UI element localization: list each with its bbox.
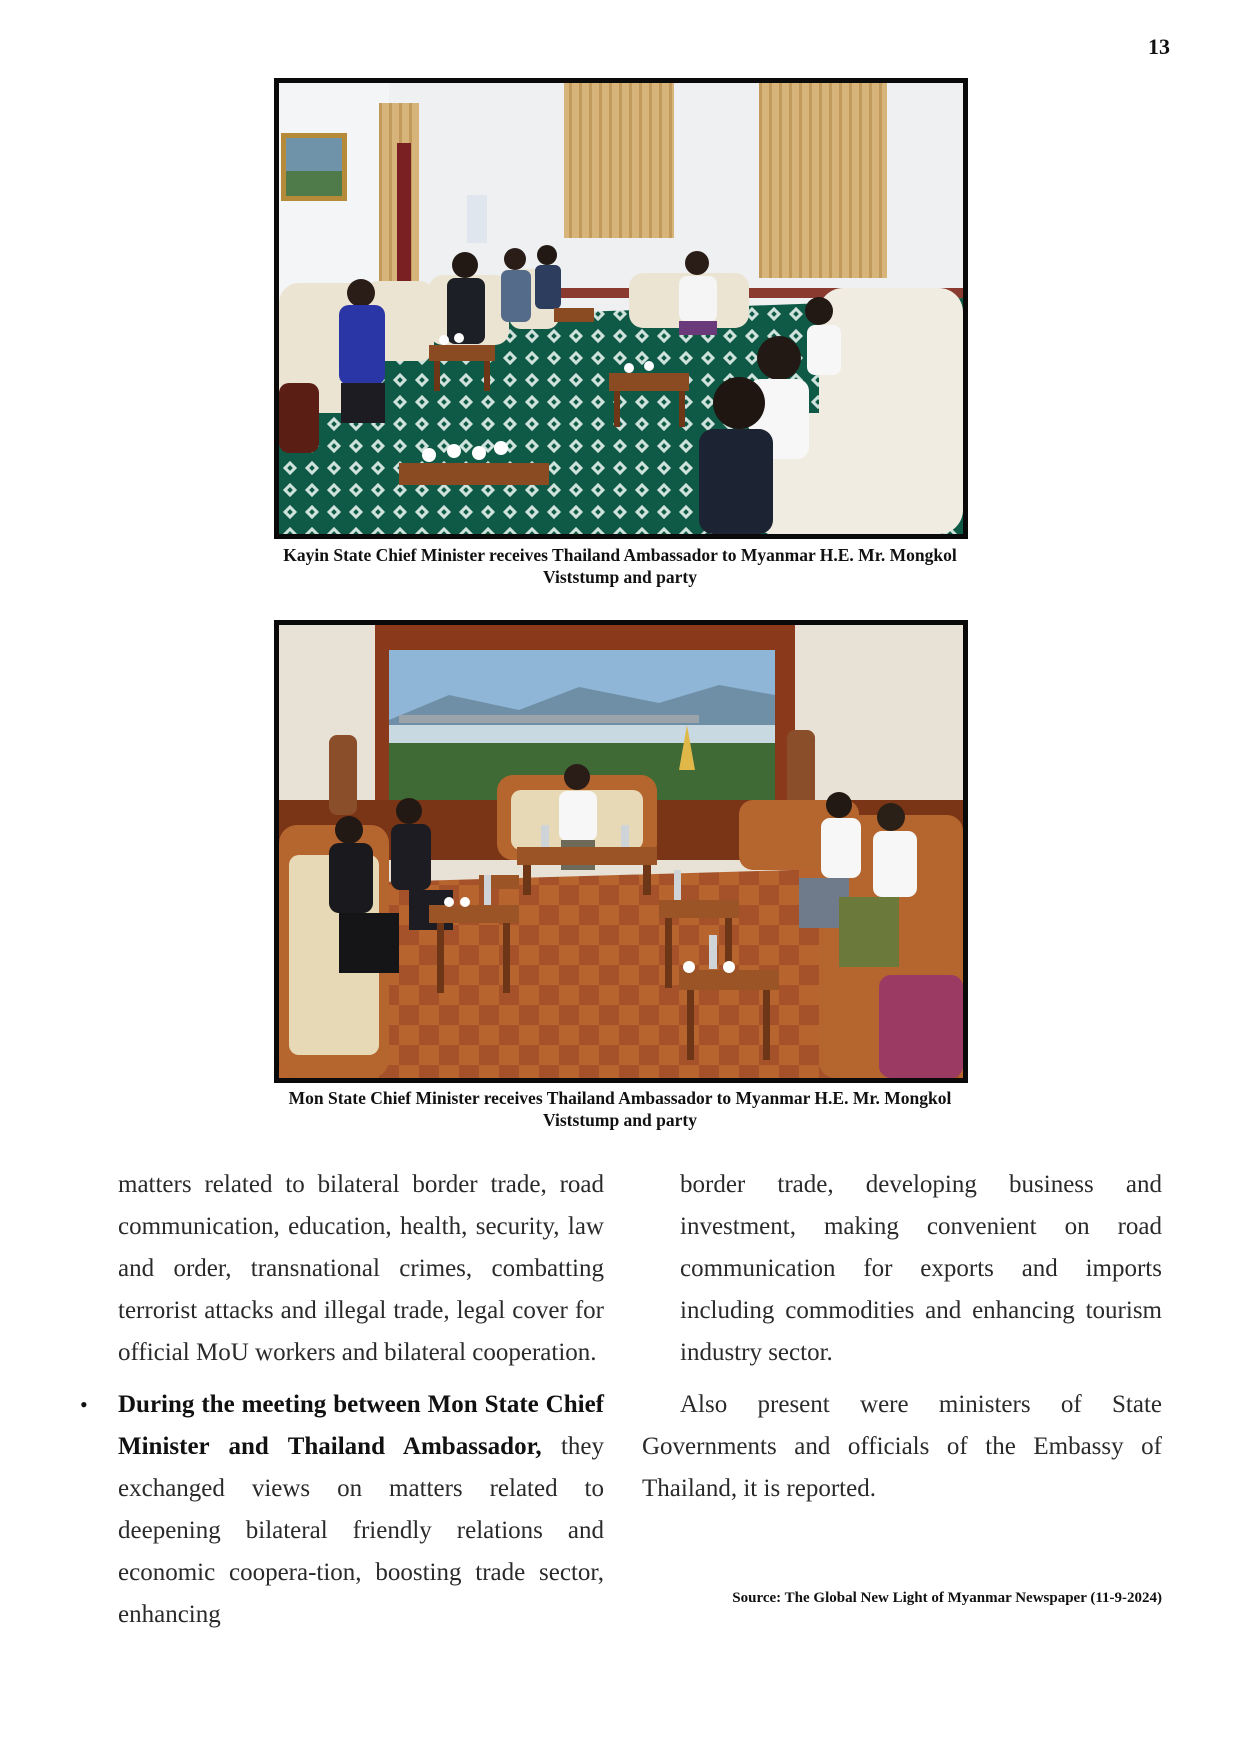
article-paragraph: border trade, developing business and investment, making convenient on road communication for exports and imports including commodities and enhancing tourism industry sector.: [680, 1171, 1162, 1366]
meeting-photo-mon: [274, 620, 968, 1083]
photo-caption-mon: [200, 1087, 1040, 1131]
meeting-photo-kayin: [274, 78, 968, 539]
meeting-photo-kayin-image: [279, 83, 963, 534]
bullet-lead: During the meeting between Mon State Chief Minister and Thailand Ambassador,: [118, 1391, 604, 1460]
page-number: 13: [1148, 34, 1170, 59]
article-right-column: [642, 1164, 1162, 1510]
caption-line: Viststump and party: [543, 1110, 697, 1130]
photo-caption-kayin: [200, 544, 1040, 588]
source-citation: Source: The Global New Light of Myanmar Newspaper (11-9-2024): [732, 1590, 1162, 1606]
article-left-column: [80, 1164, 604, 1636]
caption-line: Viststump and party: [543, 567, 697, 587]
article-paragraph: Also present were ministers of State Governments and officials of the Embassy of Thailand, it is reported.: [642, 1391, 1162, 1502]
article-bullet-item: [80, 1384, 604, 1636]
caption-line: Kayin State Chief Minister receives Thailand Ambassador to Myanmar H.E. Mr. Mongkol: [283, 545, 957, 565]
bullet-icon: •: [80, 1392, 88, 1417]
meeting-photo-mon-image: [279, 625, 963, 1078]
bullet-text: they exchanged views on matters related to deepening bilateral friendly relations and economic coopera-tion, boosting trade sector, enhancing: [118, 1433, 604, 1628]
caption-line: Mon State Chief Minister receives Thailand Ambassador to Myanmar H.E. Mr. Mongkol: [288, 1088, 952, 1108]
article-paragraph: matters related to bilateral border trade, road communication, education, health, security, law and order, transnational crimes, combatting terrorist attacks and illegal trade, legal cover for official MoU workers and bilateral cooperation.: [118, 1171, 604, 1366]
